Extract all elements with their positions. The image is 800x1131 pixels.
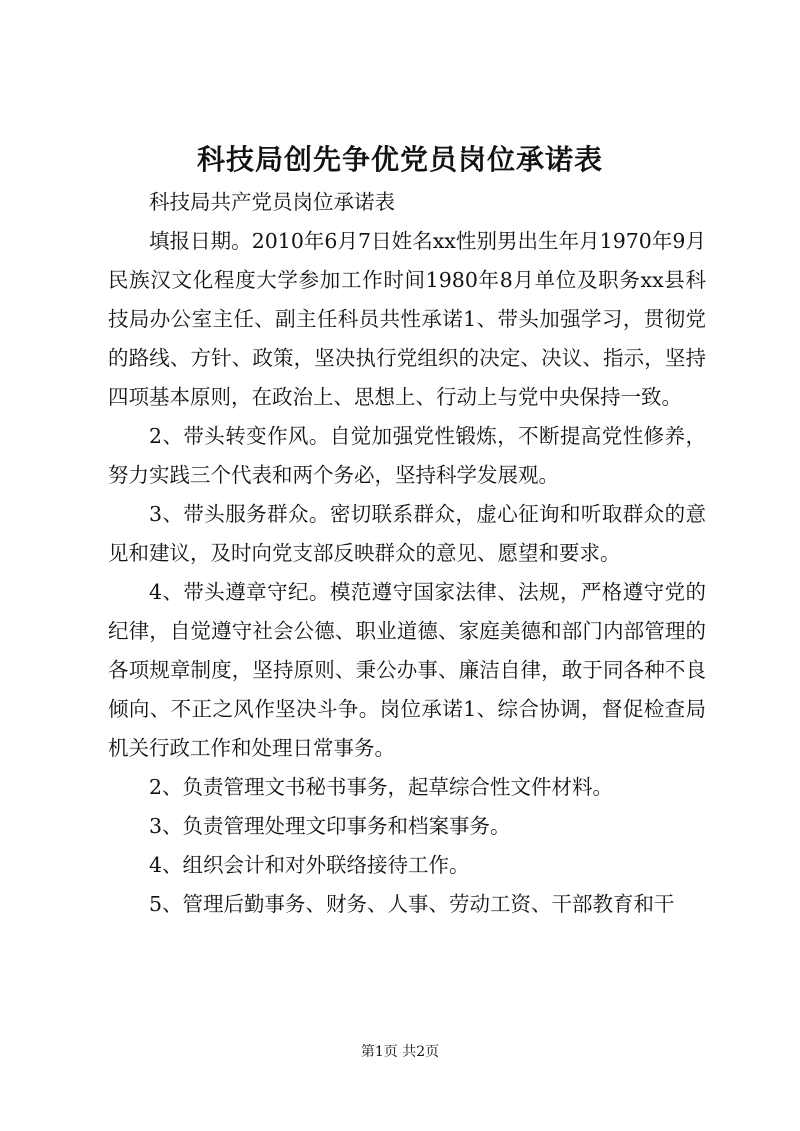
document-body [108, 183, 706, 924]
document-title: 科技局创先争优党员岗位承诺表 [196, 143, 603, 176]
paragraph: 3、带头服务群众。密切联系群众，虚心征询和听取群众的意见和建议，及时向党支部反映群众的意见、愿望和要求。 [108, 502, 706, 565]
paragraph: 3、负责管理处理文印事务和档案事务。 [149, 814, 511, 838]
paragraph: 2、负责管理文书秘书事务，起草综合性文件材料。 [149, 775, 614, 799]
paragraph: 2、带头转变作风。自觉加强党性锻炼，不断提高党性修养，努力实践三个代表和两个务必，坚持科学发展观。 [108, 424, 706, 487]
paragraph: 4、组织会计和对外联络接待工作。 [149, 853, 470, 877]
paragraph: 5、管理后勤事务、财务、人事、劳动工资、干部教育和干 [149, 892, 675, 916]
paragraph: 4、带头遵章守纪。模范遵守国家法律、法规，严格遵守党的纪律，自觉遵守社会公德、职业道德、家庭美德和部门内部管理的各项规章制度，坚持原则、秉公办事、廉洁自律，敢于同各种不良倾向、不正之风作坚决斗争。岗位承诺1、综合协调，督促检查局机关行政工作和处理日常事务。 [108, 580, 706, 760]
paragraph: 科技局共产党员岗位承诺表 [149, 190, 395, 214]
paragraph: 填报日期。2010年6月7日姓名xx性别男出生年月1970年9月民族汉文化程度大学参加工作时间1980年8月单位及职务xx县科技局办公室主任、副主任科员共性承诺1、带头加强学习，贯彻党的路线、方针、政策，坚决执行党组织的决定、决议、指示，坚持四项基本原则，在政治上、思想上、行动上与党中央保持一致。 [108, 229, 706, 409]
page-number-footer: 第1页 共2页 [360, 1044, 440, 1060]
